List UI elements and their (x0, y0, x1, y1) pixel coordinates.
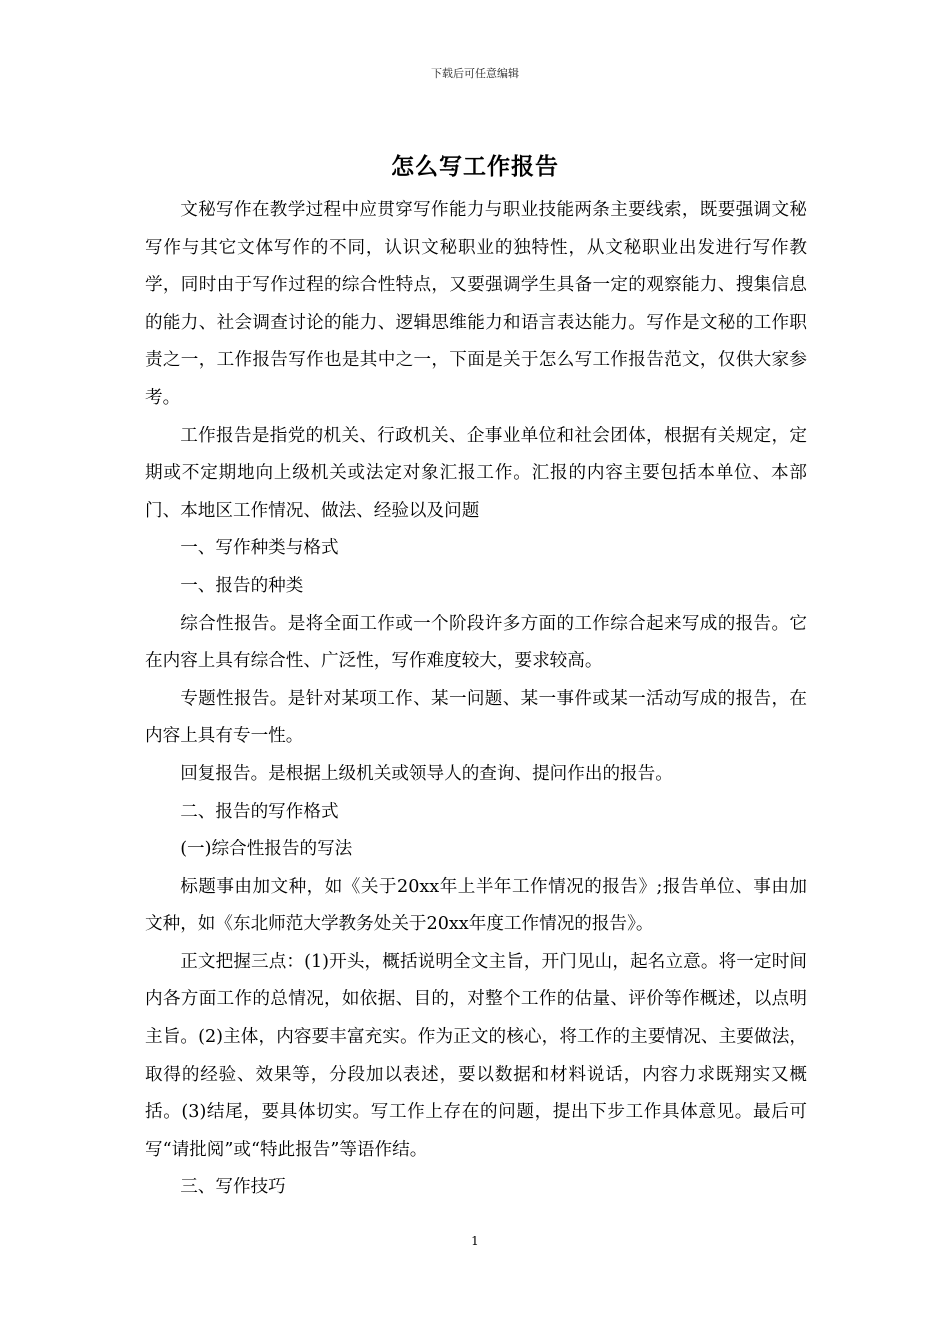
paragraph-comprehensive-report: 综合性报告。是将全面工作或一个阶段许多方面的工作综合起来写成的报告。它在内容上具有综合性、广泛性，写作难度较大，要求较高。 (145, 613, 807, 672)
section-heading-types-and-format: 一、写作种类与格式 (180, 538, 339, 559)
subsection-heading-comprehensive-method: (一)综合性报告的写法 (180, 839, 353, 860)
document-title: 怎么写工作报告 (391, 153, 559, 180)
paragraph-intro: 文秘写作在教学过程中应贯穿写作能力与职业技能两条主要线索，既要强调文秘写作与其它文体写作的不同，认识文秘职业的独特性，从文秘职业出发进行写作教学，同时由于写作过程的综合性特点，又要强调学生具备一定的观察能力、搜集信息的能力、社会调查讨论的能力、逻辑思维能力和语言表达能力。写作是文秘的工作职责之一，工作报告写作也是其中之一，下面是关于怎么写工作报告范文，仅供大家参考。 (145, 200, 807, 408)
section-heading-writing-format: 二、报告的写作格式 (180, 801, 339, 822)
paragraph-reply-report: 回复报告。是根据上级机关或领导人的查询、提问作出的报告。 (180, 763, 673, 784)
paragraph-main-body: 正文把握三点：(1)开头，概括说明全文主旨，开门见山，起名立意。将一定时间内各方面工作的总情况，如依据、目的，对整个工作的估量、评价等作概述，以点明主旨。(2)主体，内容要丰富充实。作为正文的核心，将工作的主要情况、主要做法，取得的经验、效果等，分段加以表述，要以数据和材料说话，内容力求既翔实又概括。(3)结尾，要具体切实。写工作上存在的问题，提出下步工作具体意见。最后可写“请批阅”或“特此报告”等语作结。 (145, 951, 807, 1160)
paragraph-definition: 工作报告是指党的机关、行政机关、企事业单位和社会团体，根据有关规定，定期或不定期地向上级机关或法定对象汇报工作。汇报的内容主要包括本单位、本部门、本地区工作情况、做法、经验以及问题 (145, 425, 807, 521)
document-body (145, 192, 807, 1207)
paragraph-title-format: 标题事由加文种，如《关于20xx年上半年工作情况的报告》;报告单位、事由加文种，如《东北师范大学教务处关于20xx年度工作情况的报告》。 (145, 876, 807, 935)
header-note: 下载后可任意编辑 (431, 67, 519, 80)
section-heading-writing-skills: 三、写作技巧 (180, 1177, 286, 1198)
paragraph-special-report: 专题性报告。是针对某项工作、某一问题、某一事件或某一活动写成的报告，在内容上具有专一性。 (145, 688, 807, 747)
page-number: 1 (471, 1234, 479, 1248)
subsection-heading-report-types: 一、报告的种类 (180, 575, 304, 596)
